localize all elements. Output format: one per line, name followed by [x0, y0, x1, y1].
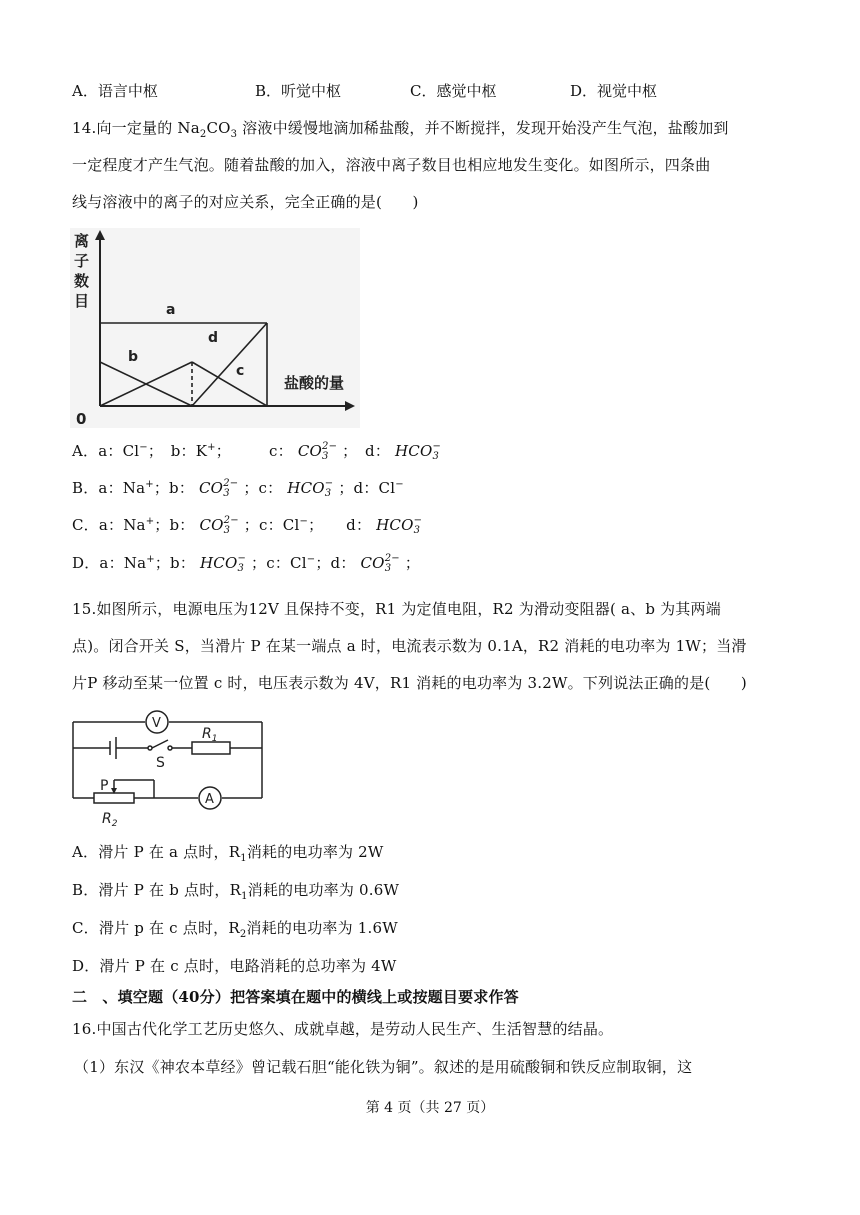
- q15-option-a: A．滑片 P 在 a 点时，$R_1$消耗的电功率为 2W: [72, 843, 384, 864]
- resistor-r2: [94, 793, 134, 803]
- co3-formula: CO 2− 3: [360, 553, 400, 574]
- q15-stem-line1: 15.如图所示，电源电压为12V 且保持不变，R1 为定值电阻，R2 为滑动变阻器( a、b 为其两端: [72, 600, 721, 618]
- q15-option-d: D．滑片 P 在 c 点时，电路消耗的总功率为 4W: [72, 957, 397, 975]
- q13-option-a: A．语言中枢: [72, 82, 158, 100]
- label-c: c: [236, 363, 245, 379]
- q16-sub1-line: （1）东汉《神农本草经》曾记载石胆“能化铁为铜”。叙述的是用硫酸铜和铁反应制取铜，这: [74, 1058, 693, 1076]
- q14-stem-line2: 一定程度才产生气泡。随着盐酸的加入，溶液中离子数目也相应地发生变化。如图所示，四条曲: [72, 156, 711, 174]
- q14-option-d: D．a：Na+；b： HCO − 3 ；c：Cl−；d： CO 2− 3 ；: [72, 553, 421, 574]
- y-label-char-1: 离: [74, 232, 90, 250]
- r2-label: $R_2$: [102, 811, 118, 829]
- co3-formula: CO 2− 3: [297, 441, 338, 462]
- x-axis-label: 盐酸的量: [284, 374, 345, 392]
- q15-circuit-diagram: [70, 705, 270, 830]
- co3-formula: CO 2− 3: [199, 515, 239, 536]
- hco3-formula: HCO − 3: [395, 441, 442, 462]
- r1-label: $R_1$: [202, 726, 218, 744]
- q14-stem-line3: 线与溶液中的离子的对应关系，完全正确的是( ): [72, 193, 419, 211]
- hco3-formula: HCO − 3: [287, 478, 334, 499]
- y-label-char-4: 目: [74, 292, 90, 310]
- y-label-char-3: 数: [74, 272, 90, 290]
- y-label-char-2: 子: [74, 252, 90, 270]
- switch-label: S: [156, 755, 165, 771]
- origin-label: 0: [76, 410, 87, 428]
- q15-stem-line2: 点)。闭合开关 S，当滑片 P 在某一端点 a 时，电流表示数为 0.1A，R2 消耗的电功率为 1W；当滑: [72, 637, 747, 655]
- section-heading: 二 、填空题（40分）把答案填在题中的横线上或按题目要求作答: [72, 988, 519, 1006]
- hco3-formula: HCO − 3: [376, 515, 423, 536]
- q14-stem-line1: 14.向一定量的 $Na_2CO_3$ 溶液中缓慢地滴加稀盐酸，并不断搅拌，发现开始没产生气泡，盐酸加到: [72, 119, 729, 140]
- voltmeter-label: V: [152, 716, 161, 731]
- hco3-formula: HCO − 3: [200, 553, 247, 574]
- q13-option-d: D．视觉中枢: [570, 82, 658, 100]
- ammeter-label: A: [205, 792, 214, 807]
- q14-option-a: A．a：Cl−； b：K+； c： CO 2− 3 ； d： HCO − 3: [72, 441, 442, 462]
- label-a: a: [166, 302, 176, 318]
- co3-formula: CO 2− 3: [199, 478, 239, 499]
- slider-label: P: [100, 778, 109, 794]
- q13-option-b: B．听觉中枢: [255, 82, 342, 100]
- q14-option-c: C．a：Na+；b： CO 2− 3 ；c：Cl−； d： HCO − 3: [72, 515, 423, 536]
- q15-option-c: C．滑片 p 在 c 点时，$R_2$消耗的电功率为 1.6W: [72, 919, 398, 940]
- label-d: d: [208, 330, 219, 346]
- q16-stem-line1: 16.中国古代化学工艺历史悠久、成就卓越，是劳动人民生产、生活智慧的结晶。: [72, 1020, 614, 1038]
- q14-ion-graph: [70, 228, 360, 428]
- q15-stem-line3: 片P 移动至某一位置 c 时，电压表示数为 4V，R1 消耗的电功率为 3.2W。下列说法正确的是( ): [72, 674, 747, 692]
- page-footer: 第 4 页（共 27 页）: [365, 1100, 495, 1116]
- q14-option-b: B．a：Na+；b： CO 2− 3 ；c： HCO − 3 ；d：Cl−: [72, 478, 404, 499]
- label-b: b: [128, 349, 139, 365]
- q15-option-b: B．滑片 P 在 b 点时，$R_1$消耗的电功率为 0.6W: [72, 881, 400, 902]
- q13-option-c: C．感觉中枢: [410, 82, 497, 100]
